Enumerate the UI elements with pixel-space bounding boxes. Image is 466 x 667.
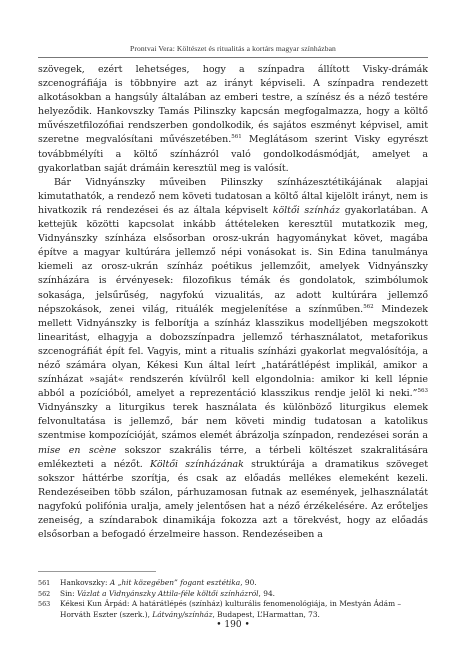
paragraph-2: Bár Vidnyánszky műveiben Pilinszky színházesztétikájának alapjai kimutathatók, a rendező nem követi tudatosan a költő által kijelölt irányt, nem is hivatkozik rá rendezései és az általa képviselt költői színház gyakorlatában. A kettejük közötti kapcsolat inkább áttételeken keresztül mutatkozik meg, Vidnyánszky színháza elsősorban orosz-ukrán hagyománykat követ, magába építve a magyar kultúrára jellemző népi vonásokat is. Sin Edina tanulmánya kiemeli az orosz-ukrán színház poétikus jellemzőit, amelyek Vidnyánszky színházára is érvényesek: filozofikus témák és gondolatok, szimbólumok sokasága, jelsűrűség, nagyfokú vizualitás, az adott kultúrára jellemző népszokások, zenei világ, rituálék megjelenítése a színműben.$^{562}$ Mindezek mellett Vidnyánszky is felborítja a színház klasszikus modelljében megszokott linearitást, elhagyja a dobozszínpadra jellemző térhasználatot, metaforikus szcenográfiát épít fel. Vagyis, mint a ritualis színházi gyakorlat megvalósítója, a néző számára olyan, Kékesi Kun által leírt „határátlépést implikál, amikor a színházat »saját« rendszerén kívülről kell elgondolnia: amikor ki kell lépnie abból a pozícióból, amelyet a reprezentáció klasszikus rendje jelöl ki neki.”$^{563}$ Vidnyánszky a liturgikus terek használata és különböző liturgikus elemek felvonultatása is jellemző, bár nem követi mindig tudatosan a katolikus szentmise kompozícióját, számos elemét ábrázolja színpadon, rendezései során a mise en scène sokszor szakrális térre, a térbeli költészet szakralitására emlékezteti a nézőt. Költői színházának struktúrája a dramatikus szöveget sokszor háttérbe szorítja, és csak az előadás mellékes elemeként kezeli. Rendezéseiben több szálon, párhuzamosan futnak az események, jelhasználatát nagyfokú polifónia uralja, amely jelentősen hat a néző érzékelésére. Az erőteljes zeneiség, a színdarabok dinamikája fokozza azt a törekvést, hogy az előadás elsősorban a befogadó érzelmeire hasson. Rendezéseiben a [38, 176, 429, 541]
footnote: 562 Sin: Vázlat a Vidnyánszky Attila-féle költői színházról, 94. [38, 588, 275, 598]
footnote: 563 Kékesi Kun Árpád: A határátlépés (színház) kulturális fenomenológiája, in Mestyán Ádám – Horváth Eszter (szerk.), Látvány/színház, Budapest, L’Harmattan, 73. [38, 599, 402, 619]
footnote-ref[interactable]: 563 [417, 388, 428, 395]
footnotes [38, 578, 428, 620]
footnote: 561 Hankovszky: A „hit közegében” fogant esztétika, 90. [38, 578, 257, 587]
footnote-ref[interactable]: 562 [363, 303, 374, 310]
page-number: • 190 • [216, 620, 250, 630]
footnote-ref[interactable]: 561 [231, 134, 242, 141]
header-rule [38, 57, 428, 58]
paragraph-1: szövegek, ezért lehetséges, hogy a színpadra állított Visky-drámák szcenográfiája is többnyire azt az irányt képviseli. A színpadra rendezett alkotásokban a hangsúly általában az emberi testre, a színész és a néző testére helyeződik. Hankovszky Tamás Pilinszky kapcsán megfogalmazza, hogy a költő művészetfilozófiai rendszerben gondolkodik, és sajátos eszményt képvisel, amit szeretne megvalósítani művészetében.$^{561}$ Meglátásom szerint Visky egyrészt továbbmélyíti a költő színházról való gondolkodásmódját, amelyet a gyakorlatban saját drámáin keresztül meg is valósít. [38, 64, 428, 174]
footnote-rule [38, 571, 156, 572]
body-text [38, 63, 428, 542]
running-head: Prontvai Vera: Költészet és ritualitás a kortárs magyar színházban [130, 44, 336, 53]
